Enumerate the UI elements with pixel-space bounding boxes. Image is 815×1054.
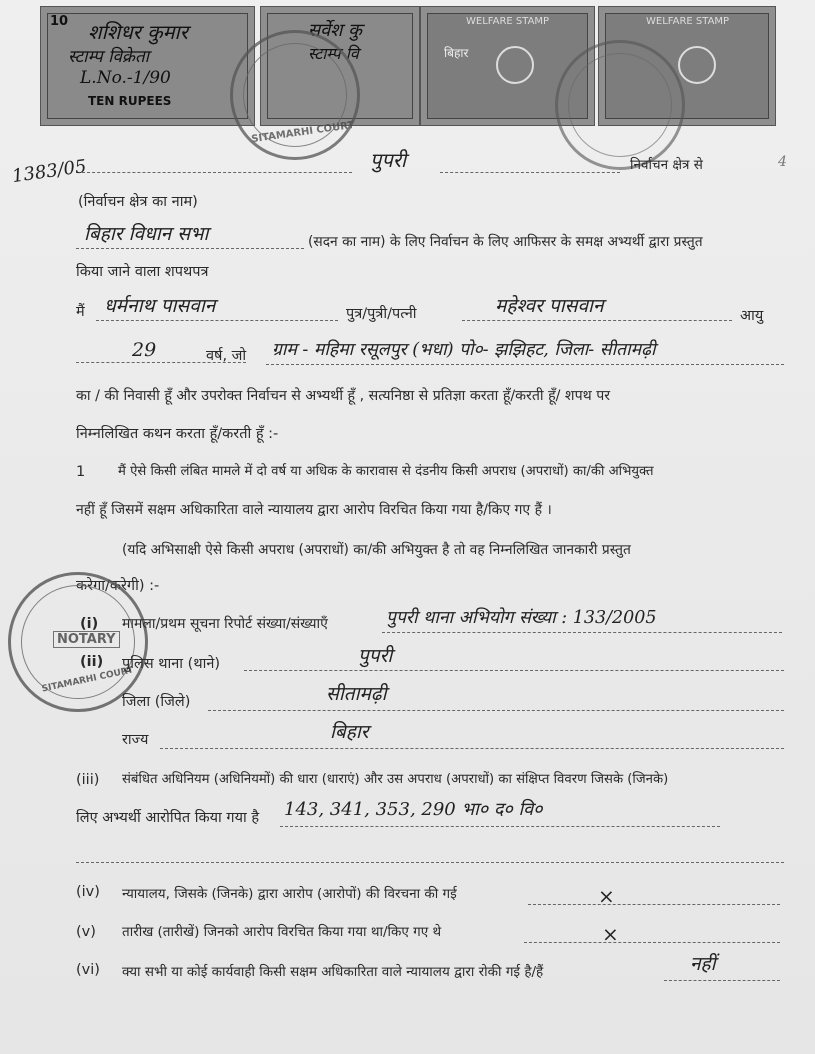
stay-value: नहीं — [690, 953, 716, 975]
notary-seal-bottom: SITAMARHI COURT — [40, 665, 135, 695]
para2-line1: (यदि अभिसाक्षी ऐसे किसी अपराध (अपराधों) का/की अभियुक्त है तो वह निम्नलिखित जानकारी प्रस्तुत — [122, 542, 631, 558]
welfare-emblem-icon — [496, 46, 534, 84]
corner-mark: 4 — [778, 154, 787, 170]
state-label: राज्य — [122, 732, 149, 748]
item-vi-label: (vi) — [76, 962, 100, 978]
address-dashed-line — [266, 364, 784, 365]
court-value: × — [598, 884, 615, 908]
stay-dashed-line — [664, 980, 780, 981]
item-iii-line1: संबंधित अधिनियम (अधिनियमों) की धारा (धाराएं) और उस अपराध (अपराधों) का संक्षिप्त विवरण जिसके (जिनके) — [122, 772, 669, 787]
name-dashed-line — [96, 320, 338, 321]
notary-label: NOTARY — [53, 631, 120, 648]
court-fee-stamp-1 — [40, 6, 255, 126]
item-i-label: (i) — [80, 616, 99, 632]
item-i-text: मामला/प्रथम सूचना रिपोर्ट संख्या/संख्याएँ — [122, 616, 328, 632]
district-value: सीतामढ़ी — [326, 683, 387, 705]
para2-line2: करेगा/करेगी) :- — [76, 578, 160, 594]
item-ii-label: (ii) — [80, 654, 104, 670]
item-vi-text: क्या सभी या कोई कार्यवाही किसी सक्षम अधिकारिता वाले न्यायालय द्वारा रोकी गई है/हैं — [122, 964, 544, 980]
house-name: बिहार विधान सभा — [84, 223, 209, 245]
header-dashed-line — [82, 172, 352, 173]
stamp-value: 10 — [50, 14, 69, 29]
item-v-label: (v) — [76, 924, 96, 940]
relation-label: पुत्र/पुत्री/पत्नी — [346, 306, 417, 322]
serial-number: 1383/05 — [10, 155, 88, 188]
constituency-name: पुपरी — [370, 148, 407, 172]
resident-line: का / की निवासी हूँ और उपरोक्त निर्वाचन से अभ्यर्थी हूँ , सत्यनिष्ठा से प्रतिज्ञा करता हूँ/करती हूँ/ शपथ पर — [76, 388, 611, 404]
court-seal-top-right — [555, 40, 685, 170]
item-iii-label: (iii) — [76, 772, 100, 788]
candidate-address: ग्राम - महिमा रसूलपुर (भधा) पो०- झझिहट, जिला- सीतामढ़ी — [272, 340, 656, 360]
house-text: (सदन का नाम) के लिए निर्वाचन के लिए आफिसर के समक्ष अभ्यर्थी द्वारा प्रस्तुत — [308, 234, 703, 250]
police-station-value: पुपरी — [358, 645, 393, 667]
police-station-label: पुलिस थाना (थाने) — [122, 656, 221, 672]
stamp-vendor-title: स्टाम्प विक्रेता — [68, 47, 150, 67]
candidate-name: धर्मनाथ पासवान — [104, 295, 216, 317]
stamp-licence-no: L.No.-1/90 — [80, 68, 171, 88]
father-name: महेश्वर पासवान — [495, 295, 604, 317]
sections-value: 143, 341, 353, 290 भा० द० वि० — [284, 799, 543, 820]
stamp2-vendor-name: सर्वेश कु — [308, 20, 362, 41]
court-dashed-line — [528, 904, 780, 905]
para1-line2: नहीं हूँ जिसमें सक्षम अधिकारिता वाले न्यायालय द्वारा आरोप विरचित किया गया है/किए गए हैं । — [76, 502, 552, 518]
case-dashed-line — [382, 632, 782, 633]
item-iv-label: (iv) — [76, 884, 100, 900]
welfare-stamp-title: WELFARE STAMP — [466, 16, 550, 27]
notary-seal — [8, 572, 148, 712]
para1-number: 1 — [76, 464, 86, 480]
father-dashed-line — [462, 320, 732, 321]
stamp-vendor-name: शशिधर कुमार — [88, 20, 188, 44]
blank-dashed-line — [76, 862, 784, 863]
state-dashed-line — [160, 748, 784, 749]
court-seal-top — [230, 30, 360, 160]
stamp2-vendor-title: स्टाम्प वि — [308, 44, 359, 63]
welfare-stamp-state: बिहार — [444, 46, 469, 60]
sections-dashed-line — [280, 826, 720, 827]
address-label: वर्ष, जो — [206, 348, 247, 364]
age-label: आयु — [740, 308, 764, 324]
case-number: पुपरी थाना अभियोग संख्या : 133/2005 — [386, 608, 657, 628]
district-dashed-line — [208, 710, 784, 711]
seal-text: SITAMARHI COURT — [250, 119, 355, 146]
constituency-caption: (निर्वाचन क्षेत्र का नाम) — [78, 194, 198, 210]
police-dashed-line — [244, 670, 784, 671]
i-prefix: मैं — [76, 304, 85, 320]
constituency-dashed-line — [440, 172, 620, 173]
welfare-stamp2-title: WELFARE STAMP — [646, 16, 730, 27]
welfare-emblem-icon — [678, 46, 716, 84]
candidate-age: 29 — [132, 339, 157, 361]
stamp-denomination: TEN RUPEES — [88, 94, 172, 108]
date-value: × — [602, 922, 619, 946]
affidavit-line: किया जाने वाला शपथपत्र — [76, 264, 209, 280]
house-dashed-line — [76, 248, 304, 249]
item-iii-line2: लिए अभ्यर्थी आरोपित किया गया है — [76, 810, 260, 826]
date-dashed-line — [524, 942, 780, 943]
state-value: बिहार — [330, 721, 369, 743]
para1-line1: मैं ऐसे किसी लंबित मामले में दो वर्ष या अधिक के कारावास से दंडनीय किसी अपराध (अपराधों) का/की अभियुक्त — [118, 464, 654, 479]
item-iv-text: न्यायालय, जिसके (जिनके) द्वारा आरोप (आरोपों) की विरचना की गई — [122, 886, 457, 902]
item-v-text: तारीख (तारीखें) जिनको आरोप विरचित किया गया था/किए गए थे — [122, 924, 442, 940]
district-label: जिला (जिले) — [122, 694, 191, 710]
statement-line: निम्नलिखित कथन करता हूँ/करती हूँ :- — [76, 426, 279, 442]
constituency-tail: निर्वाचन क्षेत्र से — [630, 157, 703, 173]
